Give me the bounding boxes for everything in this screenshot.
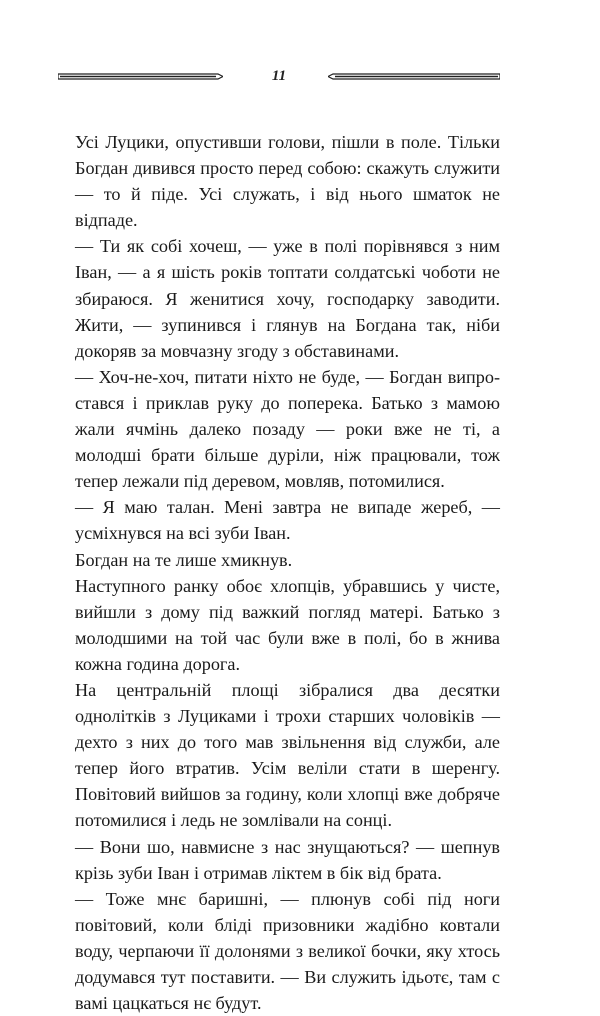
paragraph: Усі Луцики, опустивши голови, пішли в поле. Тільки Богдан дивився просто перед собою: скажуть служити — то й піде. Усі служать, і від нього шматок не відпаде. [75, 132, 500, 231]
paragraph: Богдан на те лише хмикнув. [75, 549, 293, 570]
paragraph: Наступного ранку обоє хлопців, убравшись у чисте, вийшли з дому під важкий погляд матері. Батько з молодшими на той час були вже в полі, бо в жнива кожна година дорога. [75, 575, 500, 674]
paragraph: — Ти як собі хочеш, — уже в полі порівнявся з ним Іван, — а я шість років топтати солдатські чоботи не збираюся. Я женитися хочу, господарку заводити. Жити, — зупинився і глянув на Богдана так, ніби докоряв за мовчазну згоду з обставинами. [75, 236, 500, 361]
paragraph: — Тоже мнє баришні, — плюнув собі під ноги повітовий, коли бліді призовники жадібно ковтали воду, черпаючи її долонями з великої бочки, яку хтось додумався тут поставити. — Ви служить ідьотє, там с вамі цацкаться нє будут. [75, 888, 500, 1014]
paragraph: — Я маю талан. Мені завтра не випаде жереб, — усміхнувся на всі зуби Іван. [75, 497, 500, 544]
paragraph: — Вони шо, навмисне з нас знущаються? — шепнув крізь зуби Іван і отримав ліктем в бік від брата. [75, 836, 500, 883]
decorative-rule-right [328, 72, 500, 81]
page-header [58, 64, 500, 92]
paragraph: — Хоч-не-хоч, питати ніхто не буде, — Богдан випростався і приклав руку до поперека. Батько з мамою жали ячмінь далеко позаду — роки вже не ті, а молодші брати більше дуріли, ніж працювали, тож тепер лежали під деревом, мовляв, потомилися. [75, 366, 500, 492]
body-text [75, 129, 500, 1016]
paragraph: На центральній площі зібралися два десятки однолітків з Луциками і трохи старших чоловіків — дехто з них до того мав звільнення від служби, але тепер його втратив. Усім веліли стати в шеренгу. Повітовий вийшов за годину, коли хлопці вже добряче потомилися і ледь не зомлівали на сонці. [75, 679, 500, 831]
page-number: 11 [271, 68, 287, 84]
